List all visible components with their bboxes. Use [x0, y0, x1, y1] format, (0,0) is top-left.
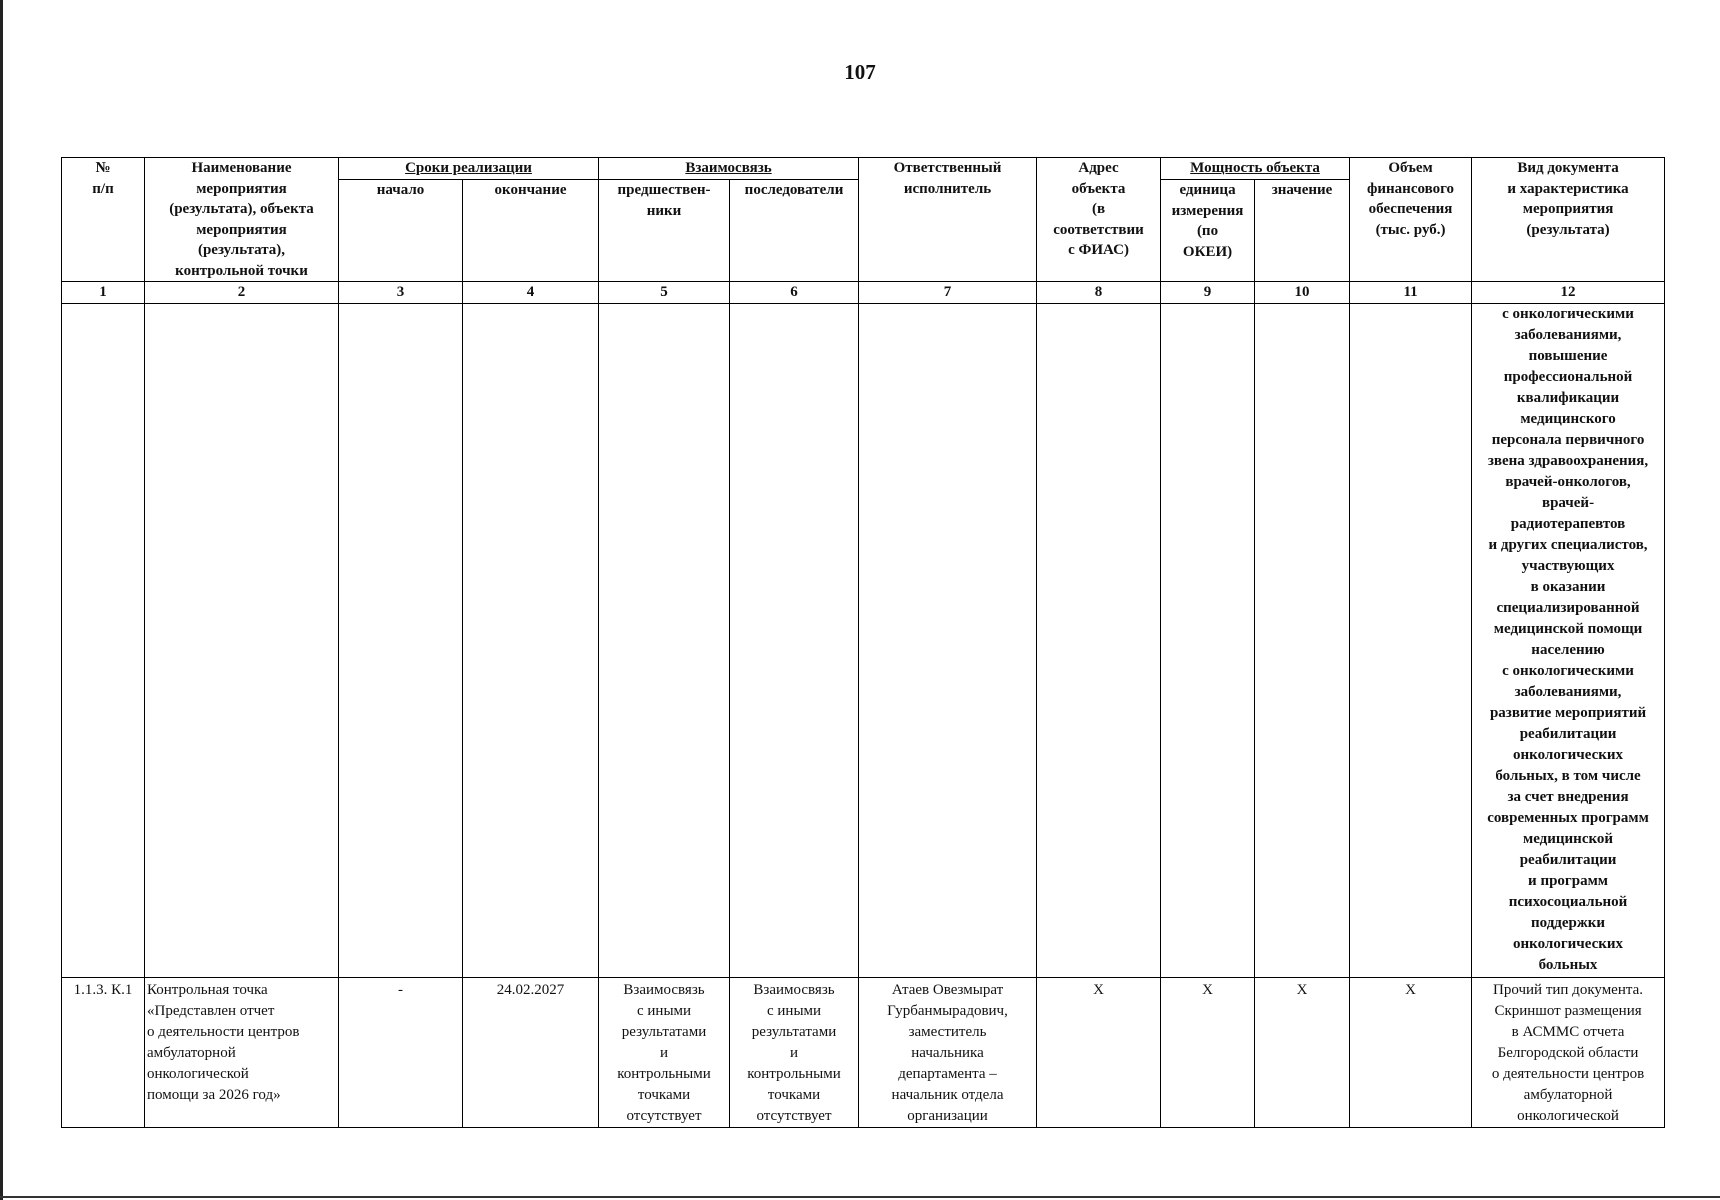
text-line: результатами [621, 1024, 707, 1040]
text-line: № [95, 160, 111, 176]
text-line: ОКЕИ) [1182, 243, 1233, 260]
cell-empty [730, 304, 859, 978]
text-line: заболеваниями, [1514, 327, 1622, 343]
text-line: Гурбанмырадович, [887, 1003, 1008, 1019]
header-name [145, 158, 339, 282]
control-point-value: Х [1255, 978, 1350, 1128]
text-line: персонала первичного [1491, 432, 1645, 448]
text-line: помощи за 2026 год» [147, 1087, 281, 1103]
control-point-predecessors-lines [601, 980, 727, 1127]
text-line: повышение [1528, 348, 1608, 364]
text-line: развитие мероприятий [1489, 705, 1647, 721]
text-line: Взаимосвязь [753, 982, 835, 998]
text-line: департамента – [898, 1066, 997, 1082]
column-number: 2 [145, 282, 339, 304]
control-point-name [145, 978, 339, 1128]
text-line: в оказании [1530, 579, 1606, 595]
text-line: заболеваниями, [1514, 684, 1622, 700]
text-line: единица [1179, 182, 1236, 199]
text-line: Прочий тип документа. [1493, 982, 1644, 998]
header-group-links: Взаимосвязь [599, 158, 859, 180]
text-line: Адрес [1078, 160, 1119, 176]
control-point-start: - [339, 978, 463, 1128]
header-group-timeline: Сроки реализации [339, 158, 599, 180]
text-line: в АСММС отчета [1511, 1024, 1625, 1040]
text-line: амбулаторной [1523, 1087, 1613, 1103]
cell-empty [1255, 304, 1350, 978]
text-line: врачей-онкологов, [1505, 474, 1631, 490]
text-line: реабилитации [1519, 852, 1617, 868]
header-finance-lines [1352, 158, 1469, 240]
text-line: с иными [636, 1003, 692, 1019]
header-document [1472, 158, 1665, 282]
control-point-address: Х [1037, 978, 1161, 1128]
control-point-end: 24.02.2027 [463, 978, 599, 1128]
cell-empty [1037, 304, 1161, 978]
header-name-lines [147, 158, 336, 281]
text-line: исполнитель [903, 180, 992, 197]
text-line: (по [1196, 223, 1219, 240]
text-line: профессиональной [1503, 369, 1633, 385]
header-value: значение [1255, 180, 1350, 282]
text-line: онкологической [147, 1066, 249, 1082]
header-group-capacity: Мощность объекта [1161, 158, 1350, 180]
text-line: контрольными [747, 1066, 841, 1082]
text-line: и характеристика [1507, 180, 1629, 197]
text-line: мероприятия [196, 221, 287, 238]
header-address-lines [1039, 158, 1158, 261]
text-line: п/п [92, 180, 114, 197]
text-line: за счет внедрения [1507, 789, 1629, 805]
text-line: и других специалистов, [1488, 537, 1648, 553]
text-line: финансового [1367, 180, 1455, 197]
text-line: современных программ [1487, 810, 1649, 826]
continuation-row [62, 304, 1665, 978]
text-line: ники [646, 202, 682, 219]
control-point-successors [730, 978, 859, 1128]
header-document-lines [1474, 158, 1662, 240]
header-number [62, 158, 145, 282]
plan-table [61, 157, 1665, 1128]
text-line: соответствии [1053, 221, 1144, 238]
text-line: Белгородской области [1497, 1045, 1639, 1061]
header-unit-lines [1163, 180, 1252, 262]
header-start: начало [339, 180, 463, 282]
text-line: с иными [766, 1003, 822, 1019]
text-line: медицинской [1522, 831, 1614, 847]
cell-empty [1161, 304, 1255, 978]
text-line: точками [767, 1087, 821, 1103]
text-line: начальник отдела [891, 1087, 1004, 1103]
text-line: поддержки [1531, 915, 1606, 931]
control-point-row [62, 978, 1665, 1128]
text-line: звена здравоохранения, [1487, 453, 1649, 469]
control-point-name-lines [147, 980, 336, 1106]
column-number: 3 [339, 282, 463, 304]
header-end: окончание [463, 180, 599, 282]
text-line: заместитель [908, 1024, 987, 1040]
text-line: радиотерапевтов [1510, 516, 1626, 532]
header-number-lines [64, 158, 142, 199]
document-description-continued [1472, 304, 1665, 978]
text-line: (в [1091, 201, 1106, 217]
text-line: мероприятия [1522, 201, 1614, 217]
cell-empty [339, 304, 463, 978]
text-line: Контрольная точка [147, 982, 268, 998]
column-number: 5 [599, 282, 730, 304]
text-line: начальника [911, 1045, 984, 1061]
text-line: (результата), [197, 242, 286, 258]
text-line: Объем [1388, 160, 1433, 176]
header-unit [1161, 180, 1255, 282]
text-line: объекта [1071, 180, 1126, 197]
text-line: контрольной точки [175, 262, 308, 279]
text-line: Наименование [191, 160, 292, 176]
column-number: 4 [463, 282, 599, 304]
cell-empty [599, 304, 730, 978]
text-line: населению [1531, 642, 1605, 658]
text-line: врачей- [1541, 495, 1595, 511]
cell-empty [859, 304, 1037, 978]
header-finance [1350, 158, 1472, 282]
column-number: 10 [1255, 282, 1350, 304]
scan-edge-bottom [0, 1196, 1720, 1198]
text-line: отсутствует [756, 1108, 832, 1124]
text-line: с ФИАС) [1068, 242, 1129, 258]
document-description-lines [1474, 304, 1662, 976]
text-line: медицинского [1520, 411, 1616, 427]
text-line: и [790, 1045, 799, 1061]
text-line: результатами [751, 1024, 837, 1040]
cell-empty [463, 304, 599, 978]
text-line: онкологических [1513, 936, 1624, 952]
cell-empty [1350, 304, 1472, 978]
cell-empty [62, 304, 145, 978]
control-point-finance: Х [1350, 978, 1472, 1128]
header-predecessors-lines [601, 180, 727, 221]
text-line: измерения [1171, 202, 1244, 219]
control-point-number: 1.1.3. К.1 [62, 978, 145, 1128]
text-line: организации [907, 1108, 988, 1124]
control-point-predecessors [599, 978, 730, 1128]
text-line: Атаев Овезмырат [891, 982, 1004, 998]
text-line: Вид документа [1517, 160, 1619, 176]
text-line: реабилитации [1519, 726, 1617, 742]
text-line: и программ [1528, 873, 1609, 889]
text-line: больных [1538, 957, 1598, 973]
column-number: 9 [1161, 282, 1255, 304]
header-predecessors [599, 180, 730, 282]
control-point-document [1472, 978, 1665, 1128]
text-line: психосоциальной [1508, 894, 1628, 910]
text-line: участвующих [1521, 558, 1615, 574]
text-line: мероприятия [196, 180, 287, 197]
text-line: (результата), объекта [169, 201, 314, 217]
control-point-document-lines [1474, 980, 1662, 1127]
text-line: (результата) [1526, 221, 1610, 238]
text-line: контрольными [617, 1066, 711, 1082]
text-line: точками [637, 1087, 691, 1103]
text-line: специализированной [1496, 600, 1640, 616]
cell-empty [145, 304, 339, 978]
column-number: 11 [1350, 282, 1472, 304]
text-line: обеспечения [1368, 201, 1453, 217]
column-number: 12 [1472, 282, 1665, 304]
control-point-responsible [859, 978, 1037, 1128]
text-line: и [660, 1045, 669, 1061]
column-number: 7 [859, 282, 1037, 304]
text-line: о деятельности центров [147, 1024, 300, 1040]
text-line: Взаимосвязь [623, 982, 705, 998]
column-number: 8 [1037, 282, 1161, 304]
text-line: больных, в том числе [1495, 768, 1641, 784]
header-responsible [859, 158, 1037, 282]
text-line: «Представлен отчет [147, 1003, 275, 1019]
column-number: 1 [62, 282, 145, 304]
header-address [1037, 158, 1161, 282]
control-point-responsible-lines [861, 980, 1034, 1127]
scan-edge [0, 0, 3, 1200]
text-line: с онкологическими [1502, 306, 1634, 322]
text-line: с онкологическими [1502, 663, 1634, 679]
column-number: 6 [730, 282, 859, 304]
text-line: Ответственный [893, 160, 1002, 176]
page-number: 107 [844, 60, 876, 84]
text-line: амбулаторной [147, 1045, 236, 1061]
control-point-unit: Х [1161, 978, 1255, 1128]
text-line: о деятельности центров [1491, 1066, 1645, 1082]
text-line: квалификации [1516, 390, 1620, 406]
header-successors: последователи [730, 180, 859, 282]
text-line: Скриншот размещения [1494, 1003, 1642, 1019]
control-point-successors-lines [732, 980, 856, 1127]
text-line: онкологических [1513, 747, 1624, 763]
text-line: отсутствует [626, 1108, 702, 1124]
text-line: (тыс. руб.) [1375, 221, 1446, 238]
text-line: предшествен- [617, 182, 711, 199]
text-line: медицинской помощи [1493, 621, 1643, 637]
text-line: онкологической [1517, 1108, 1619, 1124]
header-responsible-lines [861, 158, 1034, 199]
column-numbers-row [62, 282, 1665, 304]
